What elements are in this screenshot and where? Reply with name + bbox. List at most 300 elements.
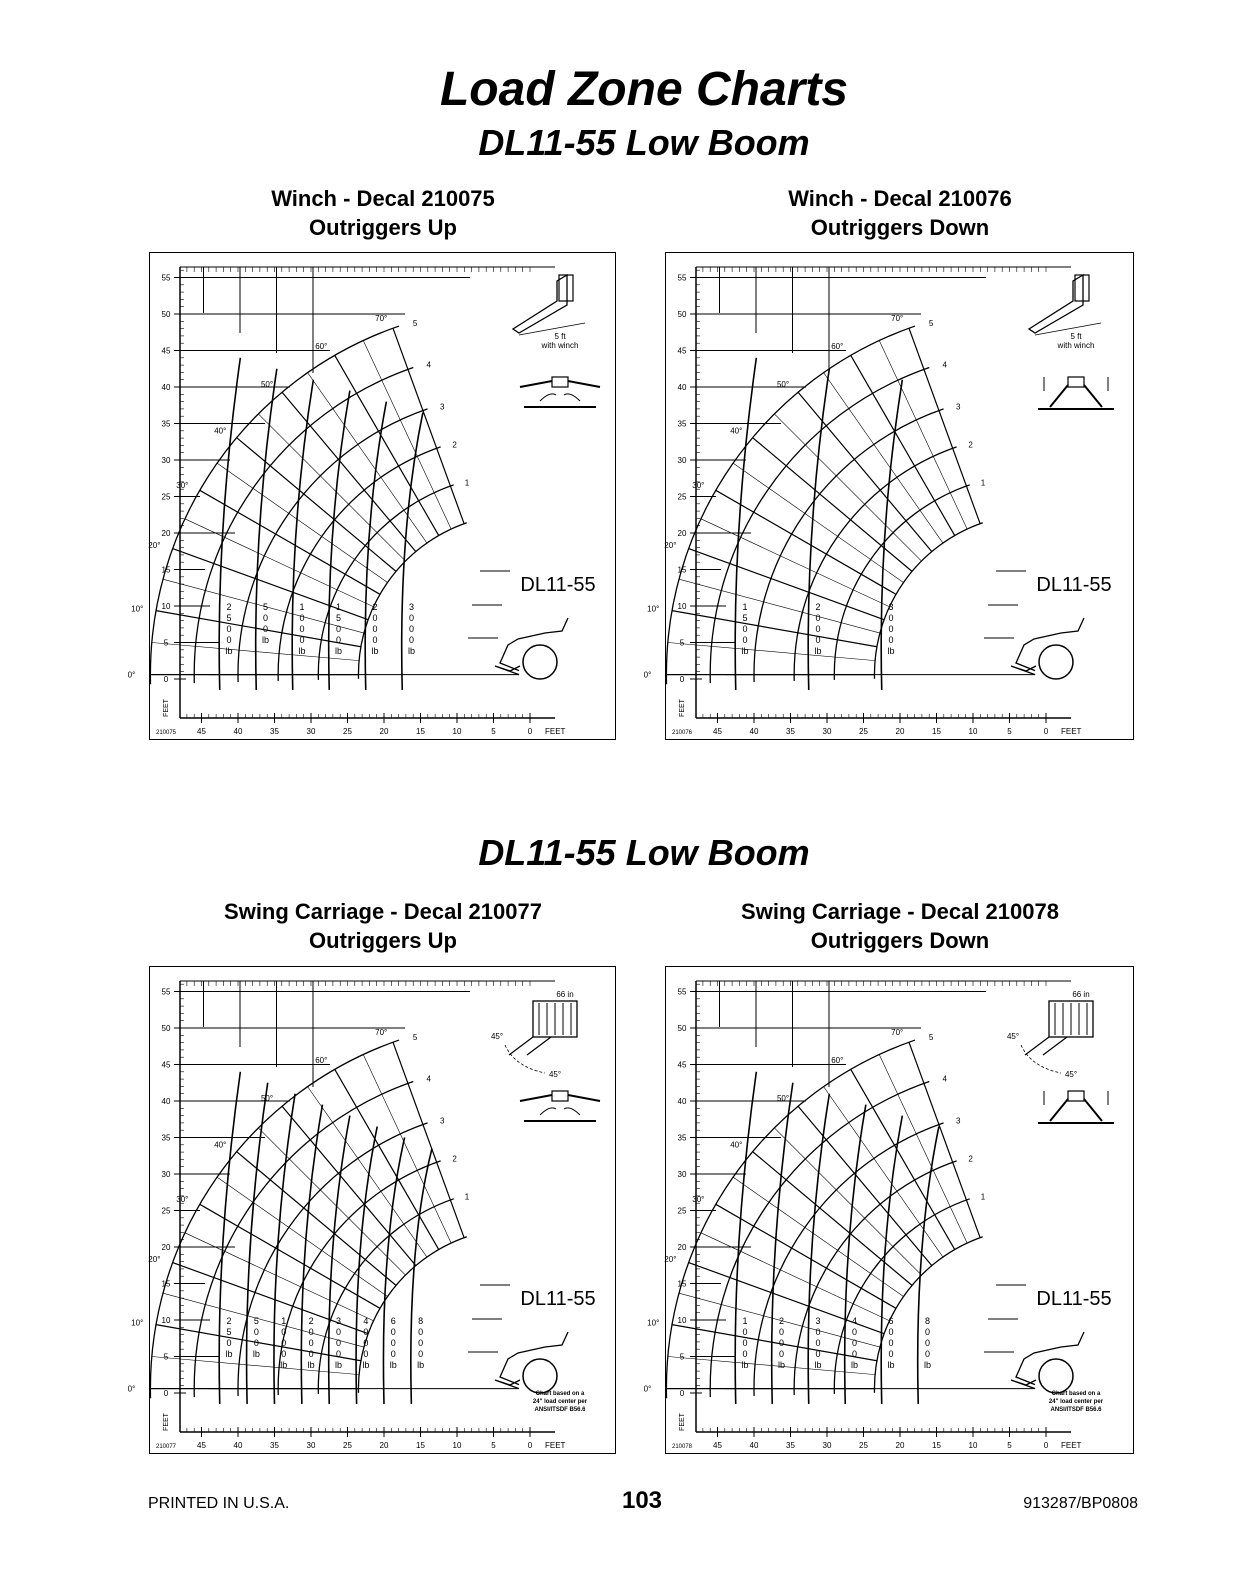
chart-caption-1-line2: Outriggers Up — [309, 215, 457, 240]
chart-note-line: Chart based on a — [1051, 1391, 1101, 1397]
load-zone-char: lb — [887, 1360, 895, 1370]
load-zone-label — [253, 1316, 260, 1359]
boom-angle-label: 60° — [831, 1055, 844, 1065]
load-zone-label — [362, 1316, 369, 1370]
load-zone-char: 4 — [852, 1316, 858, 1326]
load-zone-char: 0 — [418, 1349, 424, 1359]
x-tick-label: 45 — [713, 1441, 722, 1450]
boom-angle-line — [282, 392, 416, 551]
x-tick-label: 15 — [416, 727, 425, 736]
load-zone-char: 0 — [363, 1327, 369, 1337]
load-zone-char: 0 — [418, 1327, 424, 1337]
load-zone-char: 0 — [888, 1338, 894, 1348]
y-tick-label: 35 — [677, 1133, 687, 1143]
load-zone-char: 6 — [888, 1316, 894, 1326]
chart-caption-1 — [148, 184, 618, 242]
load-zone-label — [390, 1316, 397, 1370]
outrigger-arm — [1050, 1099, 1102, 1121]
load-zone-char: lb — [408, 646, 416, 656]
x-tick-label: 35 — [786, 727, 795, 736]
x-unit-label: FEET — [545, 727, 566, 736]
y-tick-label: 30 — [161, 1170, 171, 1179]
boom-angle-label: 40° — [214, 1140, 227, 1150]
y-tick-label: 0 — [679, 675, 685, 684]
load-zone-char: 8 — [925, 1316, 931, 1326]
y-tick-label: 15 — [161, 565, 171, 575]
load-zone-char: 2 — [226, 1316, 232, 1326]
boom-angle-label: 0° — [643, 1384, 652, 1394]
boom-angle-line — [798, 392, 932, 551]
motion-arrow — [1044, 377, 1108, 391]
outriggers-up-icon — [520, 377, 600, 407]
load-zone-char: lb — [389, 1360, 397, 1370]
load-zone-char: 0 — [281, 1327, 287, 1337]
boom-angle-label: 10° — [131, 1318, 144, 1328]
vehicle-wheel — [523, 645, 557, 679]
boom-angle-label: 0° — [127, 1384, 136, 1394]
x-tick-label: 45 — [197, 1441, 206, 1450]
chart-note-line: ANSI/ITSDF B56.6 — [1050, 1407, 1102, 1413]
load-zone-char: 0 — [336, 1338, 342, 1348]
load-zone-char: 2 — [815, 602, 821, 612]
load-zone-char: lb — [741, 1360, 749, 1370]
y-tick-label: 20 — [161, 1243, 171, 1252]
boom-angle-line — [909, 328, 980, 524]
load-zone-char: 0 — [372, 613, 378, 623]
model-label: DL11-55 — [520, 574, 596, 596]
load-zone-char: 0 — [372, 635, 378, 645]
boom-angle-label: 50° — [260, 1093, 274, 1103]
load-zone-label — [226, 602, 233, 656]
load-zone-char: 0 — [253, 1338, 259, 1348]
load-zone-char: lb — [362, 1360, 370, 1370]
load-zone-char: lb — [924, 1360, 932, 1370]
load-zone-char: lb — [371, 646, 379, 656]
extension-label: 2 — [452, 1154, 457, 1164]
boom-angle-label: 40° — [730, 426, 743, 436]
boom-angle-line — [335, 1069, 439, 1249]
y-tick-label: 45 — [677, 1060, 687, 1070]
load-zone-label — [299, 602, 306, 656]
load-zone-char: 3 — [815, 1316, 821, 1326]
load-zone-char: 0 — [253, 1327, 259, 1337]
outriggers-down-icon — [1038, 1091, 1114, 1123]
extension-label: 4 — [942, 360, 947, 370]
load-zone-char: 0 — [226, 1338, 232, 1348]
load-zone-char: 0 — [925, 1327, 931, 1337]
footer-printed-in: PRINTED IN U.S.A. — [148, 1495, 290, 1512]
load-zone-char: 1 — [742, 602, 748, 612]
load-zone-char: 0 — [308, 1327, 314, 1337]
load-zone-char: 0 — [308, 1349, 314, 1359]
model-label: DL11-55 — [1036, 574, 1112, 596]
outrigger-body — [552, 1091, 568, 1101]
boom-angle-label: 50° — [776, 1093, 790, 1103]
load-zone-char: lb — [225, 646, 233, 656]
y-tick-label: 40 — [677, 1097, 687, 1106]
fork-tine — [509, 1037, 533, 1055]
sub-grid-line — [824, 373, 943, 543]
x-tick-label: 45 — [713, 727, 722, 736]
load-chart-winch-outriggers-up — [127, 252, 616, 740]
vehicle-outline — [500, 1332, 568, 1385]
outrigger-arm — [1050, 385, 1102, 407]
swing-arc — [505, 1045, 545, 1073]
load-zone-char: 0 — [779, 1327, 785, 1337]
y-tick-label: 40 — [161, 1097, 171, 1106]
extension-label: 2 — [968, 1154, 973, 1164]
boom-angle-label: 60° — [831, 341, 844, 351]
x-tick-label: 40 — [233, 1441, 243, 1450]
load-zone-label — [408, 602, 415, 656]
boom-angle-label: 70° — [375, 313, 388, 323]
extension-label: 3 — [955, 1116, 961, 1126]
load-zone-char: 3 — [409, 602, 415, 612]
load-zone-char: 0 — [742, 1327, 748, 1337]
y-tick-label: 20 — [161, 529, 171, 538]
decal-number: 210075 — [156, 730, 177, 736]
extension-label: 4 — [942, 1074, 947, 1084]
load-zone-char: 0 — [281, 1338, 287, 1348]
x-tick-label: 30 — [306, 727, 316, 736]
load-zone-char: lb — [417, 1360, 425, 1370]
boom-angle-line — [851, 355, 955, 535]
boom-angle-label: 70° — [891, 1027, 904, 1037]
boom-angle-label: 50° — [776, 379, 790, 389]
y-tick-label: 5 — [163, 1352, 169, 1362]
load-zone-char: 0 — [888, 613, 894, 623]
y-tick-label: 10 — [677, 602, 687, 611]
vehicle-frame — [495, 1380, 520, 1389]
x-tick-label: 15 — [416, 1441, 425, 1450]
load-zone-char: 0 — [888, 635, 894, 645]
winch-attachment-icon — [513, 275, 585, 350]
decal-number: 210077 — [156, 1444, 177, 1450]
x-tick-label: 15 — [932, 1441, 941, 1450]
y-tick-label: 0 — [163, 1389, 169, 1398]
load-zone-char: 0 — [372, 624, 378, 634]
y-tick-label: 30 — [161, 456, 171, 465]
load-zone-char: 0 — [390, 1338, 396, 1348]
sub-grid-line — [668, 642, 875, 660]
boom-angle-label: 30° — [692, 1194, 705, 1204]
y-tick-label: 40 — [161, 383, 171, 392]
decal-number: 210078 — [672, 1444, 693, 1450]
page-number: 103 — [621, 1487, 663, 1514]
load-zone-label — [742, 602, 749, 656]
load-zone-label — [815, 602, 822, 656]
chart-note-line: 24" load center per — [532, 1399, 588, 1405]
y-tick-label: 25 — [677, 492, 687, 502]
y-tick-label: 35 — [677, 419, 687, 429]
load-zone-char: 0 — [742, 1338, 748, 1348]
y-tick-label: 50 — [161, 310, 171, 319]
y-tick-label: 10 — [161, 1316, 171, 1325]
load-zone-char: 0 — [336, 1327, 342, 1337]
extension-arc — [666, 326, 915, 684]
attachment-label: 66 in — [556, 990, 574, 999]
load-zone-char: 0 — [409, 613, 415, 623]
boom-angle-line — [716, 490, 896, 594]
boom-angle-label: 30° — [176, 480, 189, 490]
y-tick-label: 20 — [677, 1243, 687, 1252]
y-tick-label: 30 — [677, 456, 687, 465]
load-zone-char: 0 — [281, 1349, 287, 1359]
fork-tine — [1025, 1037, 1049, 1055]
attachment-label: 66 in — [1072, 990, 1090, 999]
extension-label: 4 — [426, 1074, 431, 1084]
x-tick-label: 20 — [379, 1441, 389, 1450]
load-zone-char: 0 — [852, 1349, 858, 1359]
outrigger-arm — [520, 381, 600, 387]
swing-angle-label-left: 45° — [1006, 1032, 1020, 1041]
y-tick-label: 50 — [677, 310, 687, 319]
boom-angle-label: 30° — [176, 1194, 189, 1204]
chart-caption-2-line1: Winch - Decal 210076 — [788, 186, 1012, 211]
sub-grid-line — [308, 1087, 427, 1257]
boom-angle-label: 10° — [647, 604, 660, 614]
x-unit-label: FEET — [1061, 1441, 1082, 1450]
y-tick-label: 35 — [161, 1133, 171, 1143]
section-title-bottom: DL11-55 Low Boom — [478, 832, 810, 873]
boom-angle-label: 20° — [148, 1254, 161, 1264]
load-zone-char: 0 — [418, 1338, 424, 1348]
load-zone-char: 5 — [226, 1327, 232, 1337]
load-zone-label — [742, 1316, 749, 1370]
outrigger-body — [552, 377, 568, 387]
boom-angle-label: 0° — [643, 670, 652, 680]
x-tick-label: 30 — [822, 1441, 832, 1450]
y-tick-label: 10 — [161, 602, 171, 611]
load-zone-char: lb — [252, 1349, 260, 1359]
load-zone-char: lb — [851, 1360, 859, 1370]
load-zone-char: 0 — [390, 1349, 396, 1359]
boom-angle-label: 40° — [214, 426, 227, 436]
boom-angle-line — [798, 1106, 932, 1265]
y-unit-label: FEET — [679, 699, 686, 717]
load-zone-char: 0 — [226, 624, 232, 634]
load-zone-char: 0 — [226, 635, 232, 645]
x-tick-label: 30 — [822, 727, 832, 736]
load-zone-char: 8 — [418, 1316, 424, 1326]
extension-label: 4 — [426, 360, 431, 370]
chart-note-line: ANSI/ITSDF B56.6 — [534, 1407, 586, 1413]
load-zone-char: lb — [335, 646, 343, 656]
chart-caption-4-line1: Swing Carriage - Decal 210078 — [741, 899, 1059, 924]
sub-grid-line — [733, 1177, 903, 1296]
y-tick-label: 5 — [679, 1352, 685, 1362]
load-zone-char: 5 — [226, 613, 232, 623]
y-tick-label: 55 — [677, 987, 687, 997]
y-tick-label: 15 — [677, 1279, 687, 1289]
chart-note-line: Chart based on a — [535, 1391, 585, 1397]
load-zone-char: 0 — [363, 1338, 369, 1348]
load-zone-char: lb — [814, 1360, 822, 1370]
load-zone-label — [280, 1316, 287, 1370]
boom-angle-line — [200, 490, 380, 594]
load-zone-char: 0 — [409, 635, 415, 645]
boom-angle-line — [909, 1042, 980, 1238]
load-zone-char: 0 — [299, 635, 305, 645]
boom-angle-line — [689, 549, 885, 620]
boom-angle-line — [200, 1204, 380, 1308]
load-zone-label — [851, 1316, 858, 1370]
chart-diagram-svg — [643, 253, 1133, 739]
boom-angle-label: 20° — [664, 1254, 677, 1264]
chart-note-line: 24" load center per — [1048, 1399, 1104, 1405]
load-zone-label — [888, 1316, 895, 1370]
load-chart-winch-outriggers-down — [643, 252, 1134, 740]
boom-angle-label: 30° — [692, 480, 705, 490]
attachment-label-line1: 5 ft — [554, 332, 566, 341]
y-tick-label: 45 — [677, 346, 687, 356]
boom-angle-line — [237, 1152, 396, 1286]
boom-angle-line — [672, 611, 877, 647]
load-zone-char: 1 — [281, 1316, 287, 1326]
load-zone-char: lb — [307, 1360, 315, 1370]
load-zone-char: 2 — [779, 1316, 785, 1326]
load-zone-char: 2 — [372, 602, 378, 612]
boom-angle-label: 70° — [375, 1027, 388, 1037]
fork-tine — [527, 1037, 551, 1055]
boom-angle-label: 70° — [891, 313, 904, 323]
chart-caption-4-line2: Outriggers Down — [810, 928, 990, 953]
y-unit-label: FEET — [679, 1413, 686, 1431]
extension-label: 5 — [928, 319, 934, 329]
vehicle-wheel — [1039, 645, 1073, 679]
load-zone-char: 3 — [336, 1316, 342, 1326]
x-tick-label: 40 — [749, 727, 759, 736]
x-tick-label: 40 — [233, 727, 243, 736]
y-tick-label: 45 — [161, 346, 171, 356]
boom-angle-line — [753, 438, 912, 572]
boom-angle-label: 0° — [127, 670, 136, 680]
load-zone-label — [226, 1316, 233, 1359]
x-tick-label: 10 — [968, 727, 978, 736]
y-tick-label: 15 — [677, 565, 687, 575]
boom-angle-label: 10° — [131, 604, 144, 614]
y-tick-label: 55 — [161, 273, 171, 283]
swing-carriage-icon — [1007, 990, 1093, 1079]
vehicle-outline — [500, 618, 568, 671]
y-tick-label: 55 — [161, 987, 171, 997]
load-zone-char: lb — [280, 1360, 288, 1370]
load-zone-label — [372, 602, 379, 656]
extension-arc — [358, 1237, 466, 1393]
load-zone-char: 0 — [925, 1349, 931, 1359]
boom-angle-line — [156, 611, 361, 647]
load-zone-char: 0 — [336, 635, 342, 645]
boom-angle-label: 10° — [647, 1318, 660, 1328]
chart-caption-3 — [148, 897, 618, 955]
y-tick-label: 25 — [677, 1206, 687, 1216]
swing-arc — [1021, 1045, 1061, 1073]
load-zone-char: lb — [298, 646, 306, 656]
y-tick-label: 20 — [677, 529, 687, 538]
load-zone-char: lb — [887, 646, 895, 656]
swing-angle-label-left: 45° — [490, 1032, 504, 1041]
load-zone-char: 3 — [888, 602, 894, 612]
load-zone-char: 6 — [390, 1316, 396, 1326]
vehicle-outline — [1016, 1332, 1084, 1385]
y-tick-label: 40 — [677, 383, 687, 392]
page-title: Load Zone Charts — [439, 63, 849, 116]
load-zone-label — [815, 1316, 822, 1370]
load-zone-char: 0 — [336, 1349, 342, 1359]
y-tick-label: 5 — [163, 638, 169, 648]
vehicle-frame — [1011, 1380, 1036, 1389]
x-tick-label: 30 — [306, 1441, 316, 1450]
boom-angle-line — [335, 355, 439, 535]
chart-diagram-svg — [643, 967, 1133, 1453]
extension-label: 1 — [464, 1192, 470, 1202]
sub-grid-line — [824, 1087, 943, 1257]
load-zone-label — [417, 1316, 424, 1370]
x-tick-label: 35 — [270, 1441, 279, 1450]
y-tick-label: 50 — [677, 1024, 687, 1033]
x-tick-label: 45 — [197, 727, 206, 736]
vehicle-wheel — [523, 1359, 557, 1393]
load-zone-char: lb — [814, 646, 822, 656]
x-tick-label: 10 — [452, 727, 462, 736]
load-zone-char: 5 — [742, 613, 748, 623]
extension-label: 1 — [464, 478, 470, 488]
decal-number: 210076 — [672, 730, 693, 736]
load-zone-char: 0 — [779, 1349, 785, 1359]
section-title-top: DL11-55 Low Boom — [478, 122, 810, 163]
boom-angle-label: 50° — [260, 379, 274, 389]
load-zone-label — [335, 1316, 342, 1370]
extension-label: 3 — [439, 402, 445, 412]
extension-label: 2 — [452, 440, 457, 450]
boom-angle-label: 20° — [148, 540, 161, 550]
load-zone-char: 0 — [888, 1349, 894, 1359]
load-zone-char: 0 — [409, 624, 415, 634]
boom-angle-label: 20° — [664, 540, 677, 550]
load-zone-label — [335, 602, 342, 656]
x-tick-label: 35 — [270, 727, 279, 736]
extension-label: 1 — [980, 478, 986, 488]
load-zone-char: 2 — [226, 602, 232, 612]
load-zone-char: 0 — [815, 1327, 821, 1337]
x-tick-label: 25 — [859, 1441, 868, 1450]
load-zone-char: 5 — [336, 613, 342, 623]
load-zone-char: lb — [262, 635, 270, 645]
extension-label: 1 — [980, 1192, 986, 1202]
load-zone-char: 0 — [299, 613, 305, 623]
load-zone-char: 0 — [815, 635, 821, 645]
outrigger-body — [1068, 377, 1084, 387]
load-zone-char: 0 — [815, 1349, 821, 1359]
load-zone-char: lb — [335, 1360, 343, 1370]
motion-arrow — [1044, 1091, 1108, 1105]
load-zone-char: 1 — [336, 602, 342, 612]
load-zone-char: 0 — [742, 635, 748, 645]
chart-diagram-svg — [127, 967, 615, 1453]
boom-angle-label: 60° — [315, 341, 328, 351]
load-chart-swing-outriggers-down — [643, 966, 1134, 1454]
extension-arc — [754, 409, 944, 682]
dimension-line — [519, 323, 585, 335]
load-zone-char: 0 — [742, 624, 748, 634]
chart-caption-3-line1: Swing Carriage - Decal 210077 — [224, 899, 542, 924]
x-tick-label: 40 — [749, 1441, 759, 1450]
dimension-line — [1035, 323, 1101, 335]
x-tick-label: 5 — [1007, 1441, 1012, 1450]
chart-caption-3-line2: Outriggers Up — [309, 928, 457, 953]
outrigger-arm — [520, 1095, 600, 1101]
x-tick-label: 0 — [527, 1441, 533, 1450]
